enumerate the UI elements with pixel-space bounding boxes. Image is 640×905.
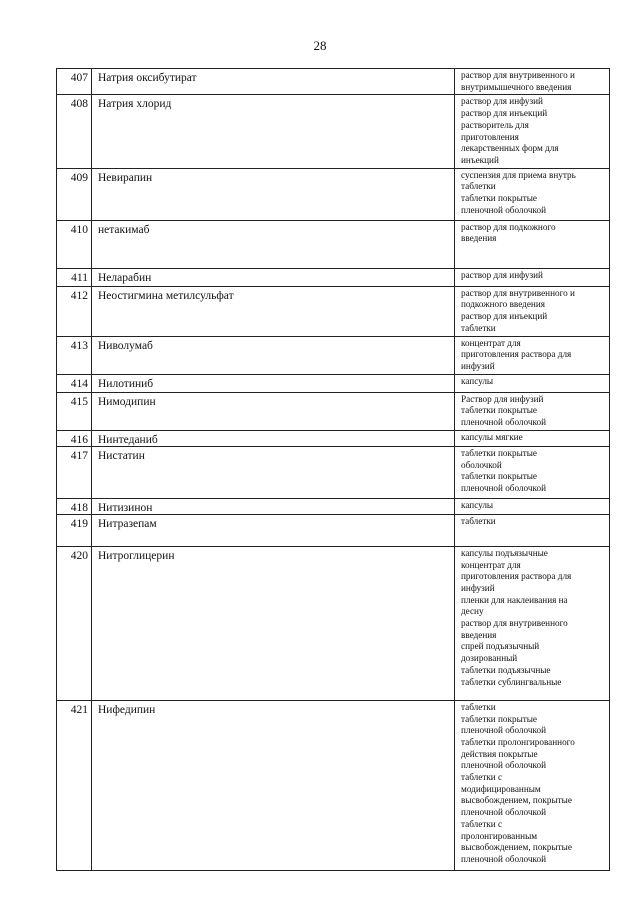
page-number: 28 [313,38,327,53]
dosage-form-line: пленочной оболочкой [461,853,547,864]
dosage-form-line: таблетки сублингвальные [461,676,562,687]
dosage-form-line: подкожного введения [461,299,545,310]
dosage-form-line: раствор для внутривенного и [461,70,575,80]
drug-name: Нифедипин [92,700,455,870]
dosage-form-line: спрей подъязычный [461,641,540,652]
row-number: 421 [57,700,92,870]
row-number: 420 [57,546,92,700]
dosage-form-line: инъекций [461,154,499,165]
table-body [57,69,610,871]
dosage-form-line: лекарственных форм для [461,143,559,154]
dosage-form-line: таблетки [461,701,496,712]
dosage-form-line: раствор для внутривенного [461,618,568,629]
dosage-form-line: таблетки покрытые [461,471,538,482]
drug-name: Нилотиниб [92,374,455,392]
table-row [57,268,610,286]
dosage-form-line: таблетки с [461,772,503,783]
dosage-form-line: капсулы [461,375,494,386]
dosage-form-line: суспензия для приема внутрь [461,169,576,180]
table-row [57,430,610,446]
dosage-forms [455,498,610,514]
dosage-form-line: Раствор для инфузий [461,393,544,404]
table-row [57,374,610,392]
dosage-forms [455,430,610,446]
dosage-form-line: десну [461,606,484,617]
drug-name: Ниволумаб [92,336,455,374]
dosage-form-line: пленочной оболочкой [461,760,547,771]
table-row [57,498,610,514]
dosage-form-line: пленки для наклеивания на [461,594,568,605]
dosage-form-line: введения [461,629,497,640]
drug-name: Натрия оксибутират [92,69,455,95]
dosage-form-line: таблетки пролонгированного [461,736,575,747]
dosage-form-line: концентрат для [461,559,521,570]
row-number: 412 [57,286,92,336]
dosage-form-line: капсулы [461,499,494,510]
drug-name: Нитразепам [92,514,455,546]
table-row [57,392,610,430]
table-row [57,168,610,220]
dosage-form-line: приготовления [461,131,519,142]
row-number: 419 [57,514,92,546]
drug-name: Нитизинон [92,498,455,514]
dosage-form-line: высвобождением, покрытые [461,842,572,853]
table-row [57,220,610,268]
row-number: 416 [57,430,92,446]
dosage-form-line: таблетки [461,322,496,333]
drug-name: Невирапин [92,168,455,220]
table-row [57,69,610,95]
dosage-form-line: капсулы подъязычные [461,547,548,558]
row-number: 411 [57,268,92,286]
dosage-form-line: растворитель для [461,119,529,130]
dosage-form-line: капсулы мягкие [461,431,523,442]
dosage-form-line: модифицированным [461,783,541,794]
dosage-form-line: действия покрытые [461,748,538,759]
table-row [57,95,610,168]
dosage-form-line: внутримышечного введения [461,81,572,92]
dosage-forms [455,700,610,870]
dosage-forms [455,69,610,95]
dosage-form-line: раствор для внутривенного и [461,287,575,298]
drug-name: Неостигмина метилсульфат [92,286,455,336]
dosage-forms [455,286,610,336]
dosage-form-line: пленочной оболочкой [461,482,547,493]
dosage-form-line: таблетки покрытые [461,713,538,724]
row-number: 413 [57,336,92,374]
drug-list-table [56,68,610,871]
dosage-form-line: приготовления раствора для [461,349,572,360]
dosage-form-line: таблетки покрытые [461,193,538,204]
row-number: 414 [57,374,92,392]
row-number: 410 [57,220,92,268]
dosage-form-line: пленочной оболочкой [461,807,547,818]
dosage-forms [455,336,610,374]
table-row [57,546,610,700]
dosage-forms [455,95,610,168]
dosage-form-line: оболочкой [461,459,502,470]
row-number: 418 [57,498,92,514]
table-row [57,336,610,374]
dosage-forms [455,546,610,700]
drug-name: нетакимаб [92,220,455,268]
dosage-form-line: таблетки [461,515,496,526]
dosage-forms [455,220,610,268]
dosage-form-line: приготовления раствора для [461,571,572,582]
dosage-form-line: пленочной оболочкой [461,204,547,215]
table-row [57,446,610,498]
dosage-forms [455,392,610,430]
dosage-forms [455,168,610,220]
dosage-form-line: таблетки подъязычные [461,664,551,675]
drug-name: Нимодипин [92,392,455,430]
dosage-form-line: пролонгированным [461,830,538,841]
dosage-forms [455,446,610,498]
dosage-form-line: раствор для инфузий [461,96,543,107]
table-row [57,700,610,870]
row-number: 409 [57,168,92,220]
drug-name: Нинтеданиб [92,430,455,446]
dosage-form-line: дозированный [461,653,518,664]
row-number: 415 [57,392,92,430]
dosage-form-line: инфузий [461,361,495,372]
drug-name: Нитроглицерин [92,546,455,700]
dosage-form-line: концентрат для [461,337,521,348]
dosage-form-line: таблетки покрытые [461,447,538,458]
dosage-form-line: раствор для инфузий [461,269,543,280]
dosage-form-line: таблетки покрытые [461,405,538,416]
dosage-form-line: таблетки с [461,818,503,829]
dosage-form-line: пленочной оболочкой [461,417,547,428]
dosage-form-line: введения [461,233,497,244]
row-number: 407 [57,69,92,95]
dosage-form-line: таблетки [461,181,496,192]
drug-name: Нистатин [92,446,455,498]
dosage-form-line: раствор для инъекций [461,311,548,322]
drug-name: Натрия хлорид [92,95,455,168]
dosage-form-line: пленочной оболочкой [461,725,547,736]
dosage-forms [455,514,610,546]
dosage-form-line: высвобождением, покрытые [461,795,572,806]
dosage-form-line: инфузий [461,582,495,593]
drug-name: Неларабин [92,268,455,286]
table-row [57,286,610,336]
dosage-form-line: раствор для подкожного [461,221,556,232]
table-row [57,514,610,546]
dosage-forms [455,268,610,286]
dosage-forms [455,374,610,392]
row-number: 417 [57,446,92,498]
row-number: 408 [57,95,92,168]
dosage-form-line: раствор для инъекций [461,108,548,119]
